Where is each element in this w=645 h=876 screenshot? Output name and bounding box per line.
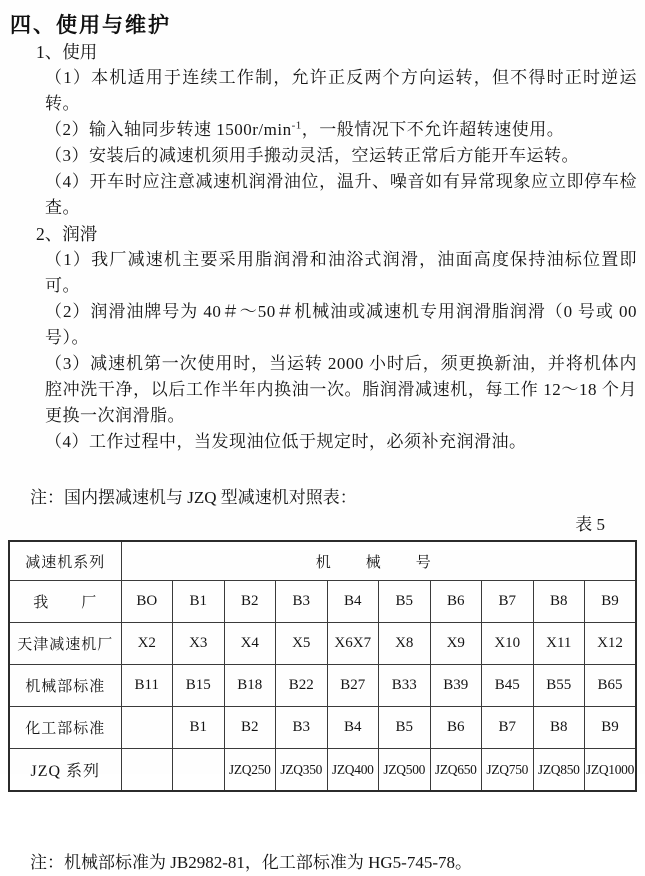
table-cell: B2 xyxy=(224,581,276,623)
usage-item-4: （4）开车时应注意减速机润滑油位，温升、噪音如有异常现象应立即停车检查。 xyxy=(45,172,637,217)
table-cell: B55 xyxy=(533,665,585,707)
table-cell: B1 xyxy=(173,581,225,623)
table-cell: B7 xyxy=(482,707,534,749)
table-cell: X9 xyxy=(430,623,482,665)
row-label-chemical-standard: 化工部标准 xyxy=(9,707,121,749)
table-header-series: 减速机系列 xyxy=(9,541,121,581)
usage-item-2 xyxy=(45,117,637,143)
table-cell: X8 xyxy=(379,623,431,665)
table-cell: B9 xyxy=(585,581,637,623)
usage-item-2-superscript: -1 xyxy=(291,119,302,132)
row-label-tianjin-factory: 天津减速机厂 xyxy=(9,623,121,665)
table-row xyxy=(9,623,636,665)
table-cell: B2 xyxy=(224,707,276,749)
page-title: 四、使用与维护 xyxy=(10,14,171,37)
lubrication-item-2: （2）润滑油牌号为 40＃～50＃机械油或减速机专用润滑脂润滑（0 号或 00 号）。 xyxy=(45,302,637,347)
table-cell: JZQ1000 xyxy=(585,749,637,792)
table-cell: B65 xyxy=(585,665,637,707)
section-usage-title: 1、使用 xyxy=(36,42,98,62)
table-cell: B45 xyxy=(482,665,534,707)
table-cell: X10 xyxy=(482,623,534,665)
table-cell: X4 xyxy=(224,623,276,665)
table-cell: B1 xyxy=(173,707,225,749)
usage-item-2-text: （2）输入轴同步转速 1500r/min xyxy=(45,120,292,139)
table-row xyxy=(9,707,636,749)
row-label-our-factory: 我 厂 xyxy=(9,581,121,623)
table-cell xyxy=(121,707,173,749)
table-cell: BO xyxy=(121,581,173,623)
usage-item-2-text-cont: ，一般情况下不允许超转速使用。 xyxy=(301,120,565,139)
table-cell: X12 xyxy=(585,623,637,665)
table-cell: X2 xyxy=(121,623,173,665)
table-cell xyxy=(121,749,173,792)
table-row xyxy=(9,581,636,623)
table-cell: X3 xyxy=(173,623,225,665)
table-cell: B22 xyxy=(276,665,328,707)
section-lubrication-title: 2、润滑 xyxy=(36,224,98,244)
table-cell: B3 xyxy=(276,581,328,623)
table-cell: B3 xyxy=(276,707,328,749)
table-cell: B39 xyxy=(430,665,482,707)
table-cell: B27 xyxy=(327,665,379,707)
reducer-comparison-table xyxy=(8,540,637,792)
table-row xyxy=(9,665,636,707)
table-cell: B8 xyxy=(533,581,585,623)
row-label-jzq-series: JZQ 系列 xyxy=(9,749,121,792)
table-cell: JZQ400 xyxy=(327,749,379,792)
table-cell: B5 xyxy=(379,707,431,749)
table-cell: JZQ350 xyxy=(276,749,328,792)
table-header-row xyxy=(9,541,636,581)
table-cell: B7 xyxy=(482,581,534,623)
table-cell: B8 xyxy=(533,707,585,749)
table-cell: JZQ500 xyxy=(379,749,431,792)
table-cell: X11 xyxy=(533,623,585,665)
table-cell: X5 xyxy=(276,623,328,665)
table-cell: B4 xyxy=(327,707,379,749)
table-cell: B9 xyxy=(585,707,637,749)
table-cell: B6 xyxy=(430,581,482,623)
table-cell: JZQ650 xyxy=(430,749,482,792)
table-header-machine-no: 机 械 号 xyxy=(121,541,636,581)
lubrication-item-3: （3）减速机第一次使用时，当运转 2000 小时后，须更换新油，并将机体内腔冲洗干净，以后工作半年内换油一次。脂润滑减速机，每工作 12～18 个月更换一次润滑脂。 xyxy=(45,354,637,425)
table-cell: B18 xyxy=(224,665,276,707)
table-row xyxy=(9,749,636,792)
usage-item-3: （3）安装后的减速机须用手搬动灵活，空运转正常后方能开车运转。 xyxy=(45,146,579,165)
bottom-note: 注：机械部标准为 JB2982-81，化工部标准为 HG5-745-78。 xyxy=(30,853,472,872)
lubrication-item-4: （4）工作过程中，当发现油位低于规定时，必须补充润滑油。 xyxy=(45,432,527,451)
table-cell: B33 xyxy=(379,665,431,707)
usage-item-1: （1）本机适用于连续工作制，允许正反两个方向运转，但不得时正时逆运转。 xyxy=(45,68,637,113)
lubrication-item-1: （1）我厂减速机主要采用脂润滑和油浴式润滑，油面高度保持油标位置即可。 xyxy=(45,250,637,295)
table-cell: B4 xyxy=(327,581,379,623)
table-caption: 表 5 xyxy=(575,515,605,534)
row-label-machinery-standard: 机械部标准 xyxy=(9,665,121,707)
table-cell: JZQ750 xyxy=(482,749,534,792)
table-note-intro: 注：国内摆减速机与 JZQ 型减速机对照表： xyxy=(30,488,357,507)
table-cell: B5 xyxy=(379,581,431,623)
table-cell: JZQ250 xyxy=(224,749,276,792)
table-cell: B6 xyxy=(430,707,482,749)
table-cell: X6X7 xyxy=(327,623,379,665)
table-cell: JZQ850 xyxy=(533,749,585,792)
table-cell: B11 xyxy=(121,665,173,707)
table-cell xyxy=(173,749,225,792)
table-cell: B15 xyxy=(173,665,225,707)
